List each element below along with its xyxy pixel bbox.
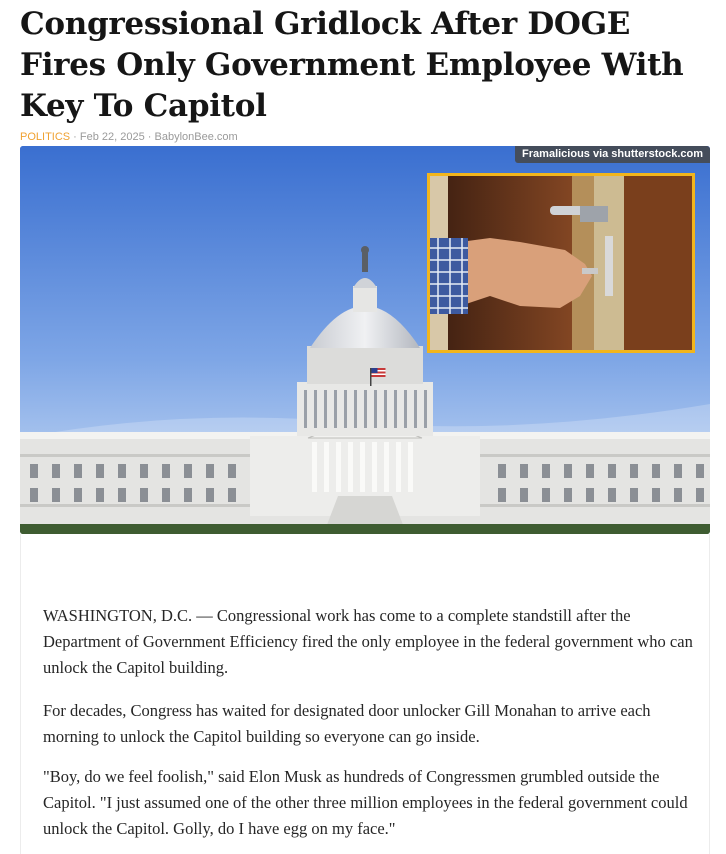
article-meta	[20, 131, 238, 143]
article-paragraph: WASHINGTON, D.C. — Congressional work has come to a complete standstill after the Department of Government Efficiency fired the only employee in the federal government who can unlock the Capitol building.	[43, 606, 693, 677]
article-headline: Congressional Gridlock After DOGE Fires Only Government Employee With Key To Capitol	[20, 6, 684, 124]
image-credit: Framalicious via shutterstock.com	[515, 146, 710, 163]
featured-image	[20, 146, 710, 534]
meta-separator: ·	[70, 131, 80, 143]
source-name: BabylonBee.com	[154, 131, 238, 143]
inset-image	[427, 173, 695, 353]
publish-date: Feb 22, 2025	[79, 131, 145, 143]
capitol-illustration	[20, 146, 710, 534]
article-paragraph: "Boy, do we feel foolish," said Elon Musk as hundreds of Congressmen grumbled outside the Capitol. "I just assumed one of the other three million employees in the federal government could unlock the Capitol. Golly, do I have egg on my face."	[43, 767, 688, 838]
category-link[interactable]: POLITICS	[20, 131, 71, 143]
meta-separator: ·	[144, 131, 155, 143]
article-paragraph: For decades, Congress has waited for designated door unlocker Gill Monahan to arrive each morning to unlock the Capitol building so everyone can go inside.	[43, 701, 651, 746]
